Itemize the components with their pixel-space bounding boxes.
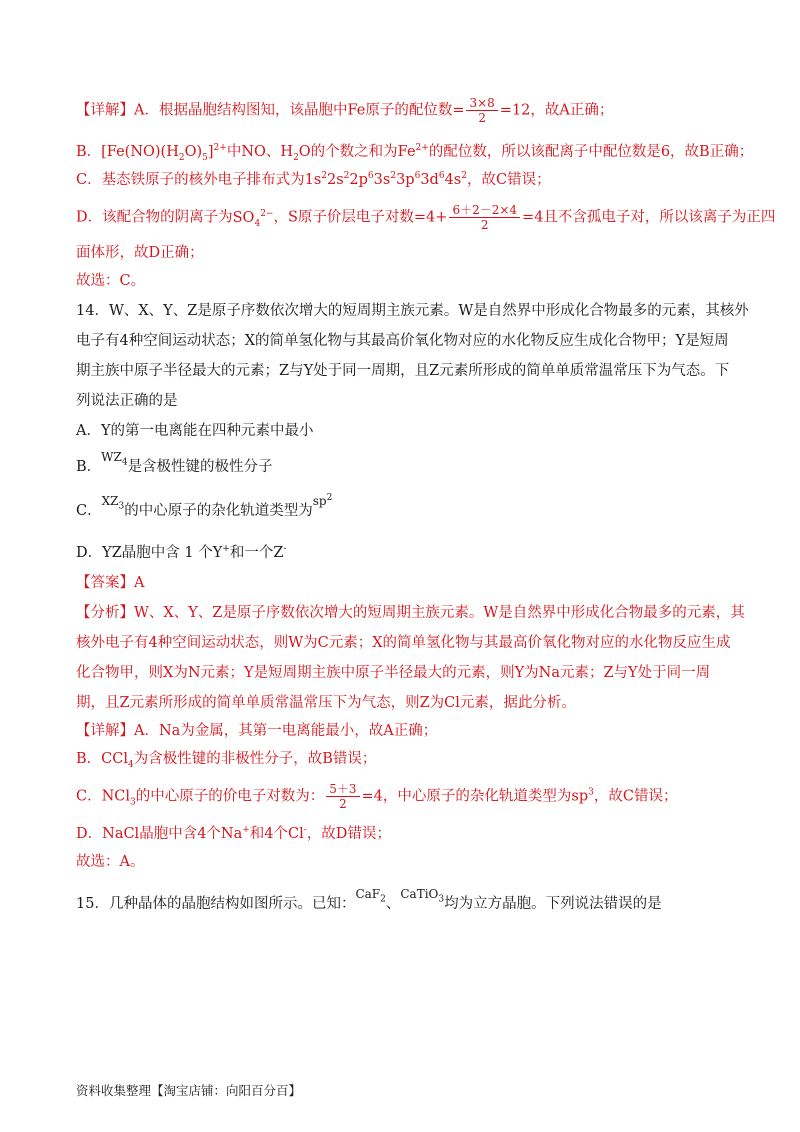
q14-stem-3: 期主族中原子半径最大的元素；Z与Y处于同一周期，且Z元素所形成的简单单质常温常压下为气态。下 [76, 363, 730, 379]
fraction-nitrogen-pairs: $\frac{5+3}{2}$ [326, 782, 359, 811]
explanation-c: C．基态铁原子的核外电子排布式为$1s^22s^22p^63s^23p^63d^64s^2$，故C错误； [76, 171, 551, 188]
q14-detail-a: 【详解】A．Na为金属，其第一电离能最小，故A正确； [76, 723, 438, 739]
document-page [76, 96, 776, 915]
q14-option-d: D．YZ晶胞中含 1 个Y+和一个Z- [76, 544, 287, 561]
q14-analysis-2: 核外电子有4种空间运动状态，则W为C元素；X的简单氢化物与其最高价氧化物对应的水化物反应生成 [76, 635, 731, 651]
q14-detail-c: C．NCl$_3$的中心原子的价电子对数为： $\frac{5+3}{2}$ =4，中心原子的杂化轨道类型为$sp^3$，故C错误； [76, 782, 678, 811]
q14-stem-4: 列说法正确的是 [76, 393, 178, 409]
explanation-tag: 【详解】 [76, 102, 134, 119]
explanation-b: B．$[Fe(NO)(H_2O)_5]^{2+}$中NO、$H_2O$的个数之和为$Fe^{2+}$的配位数，所以该配离子中配位数是6，故B正确； [76, 143, 754, 163]
q14-option-a: A．Y的第一电离能在四种元素中最小 [76, 423, 314, 439]
q14-analysis-4: 期，且Z元素所形成的简单单质常温常压下为气态，则Z为Cl元素，据此分析。 [76, 695, 576, 711]
q14-stem-2: 电子有4种空间运动状态；X的简单氢化物与其最高价氧化物对应的水化物反应生成化合物甲；Y是短周 [76, 333, 729, 349]
explanation-d: D．该配合物的阴离子为$SO_4^{2-}$，S原子价层电子对数=4+ $\frac{6+2-2\times 4}{2}$ =4且不含孤电子对，所以该离子为正四 [76, 203, 776, 232]
q14-detail-d: D．NaCl晶胞中含4个Na+和4个Cl-，故D错误； [76, 825, 391, 842]
q14-choice: 故选：A。 [76, 854, 145, 870]
q14-option-b: B．$^{WZ_4}$是含极性键的极性分子 [76, 450, 273, 475]
fraction-valence-pairs: $\frac{6+2-2\times 4}{2}$ [449, 203, 520, 232]
q14-analysis-1: 【分析】W、X、Y、Z是原子序数依次增大的短周期主族元素。W是自然界中形成化合物最多的元素，其 [76, 605, 745, 621]
q14-answer: 【答案】A [76, 575, 145, 591]
q14-stem-1: 14．W、X、Y、Z是原子序数依次增大的短周期主族元素。W是自然界中形成化合物最多的元素，其核外 [76, 303, 749, 319]
fraction-coordination: $\frac{3\times 8}{2}$ [466, 96, 497, 125]
q15-stem: 15．几种晶体的晶胞结构如图所示。已知：$^{CaF_2}$、$^{CaTiO_3}$均为立方晶胞。下列说法错误的是 [76, 887, 662, 912]
page-footer: 资料收集整理【淘宝店铺：向阳百分百】 [76, 1083, 302, 1098]
sulfate-ion: $SO_4^{2-}$ [232, 208, 274, 229]
q14-option-c: C．$^{XZ_3}$的中心原子的杂化轨道类型为$^{sp^2}$ [76, 493, 333, 519]
explanation-choice: 故选：C。 [76, 273, 146, 289]
explanation-d-cont: 面体形，故D正确； [76, 245, 204, 261]
q14-detail-b: B．CCl$_4$为含极性键的非极性分子，故B错误； [76, 751, 377, 770]
explanation-a: 【详解】A．根据晶胞结构图知，该晶胞中Fe原子的配位数= $\frac{3\times 8}{2}$ =12，故A正确； [76, 96, 614, 125]
q14-analysis-3: 化合物甲，则X为N元素；Y是短周期主族中原子半径最大的元素，则Y为Na元素；Z与Y处于同一周 [76, 665, 711, 681]
